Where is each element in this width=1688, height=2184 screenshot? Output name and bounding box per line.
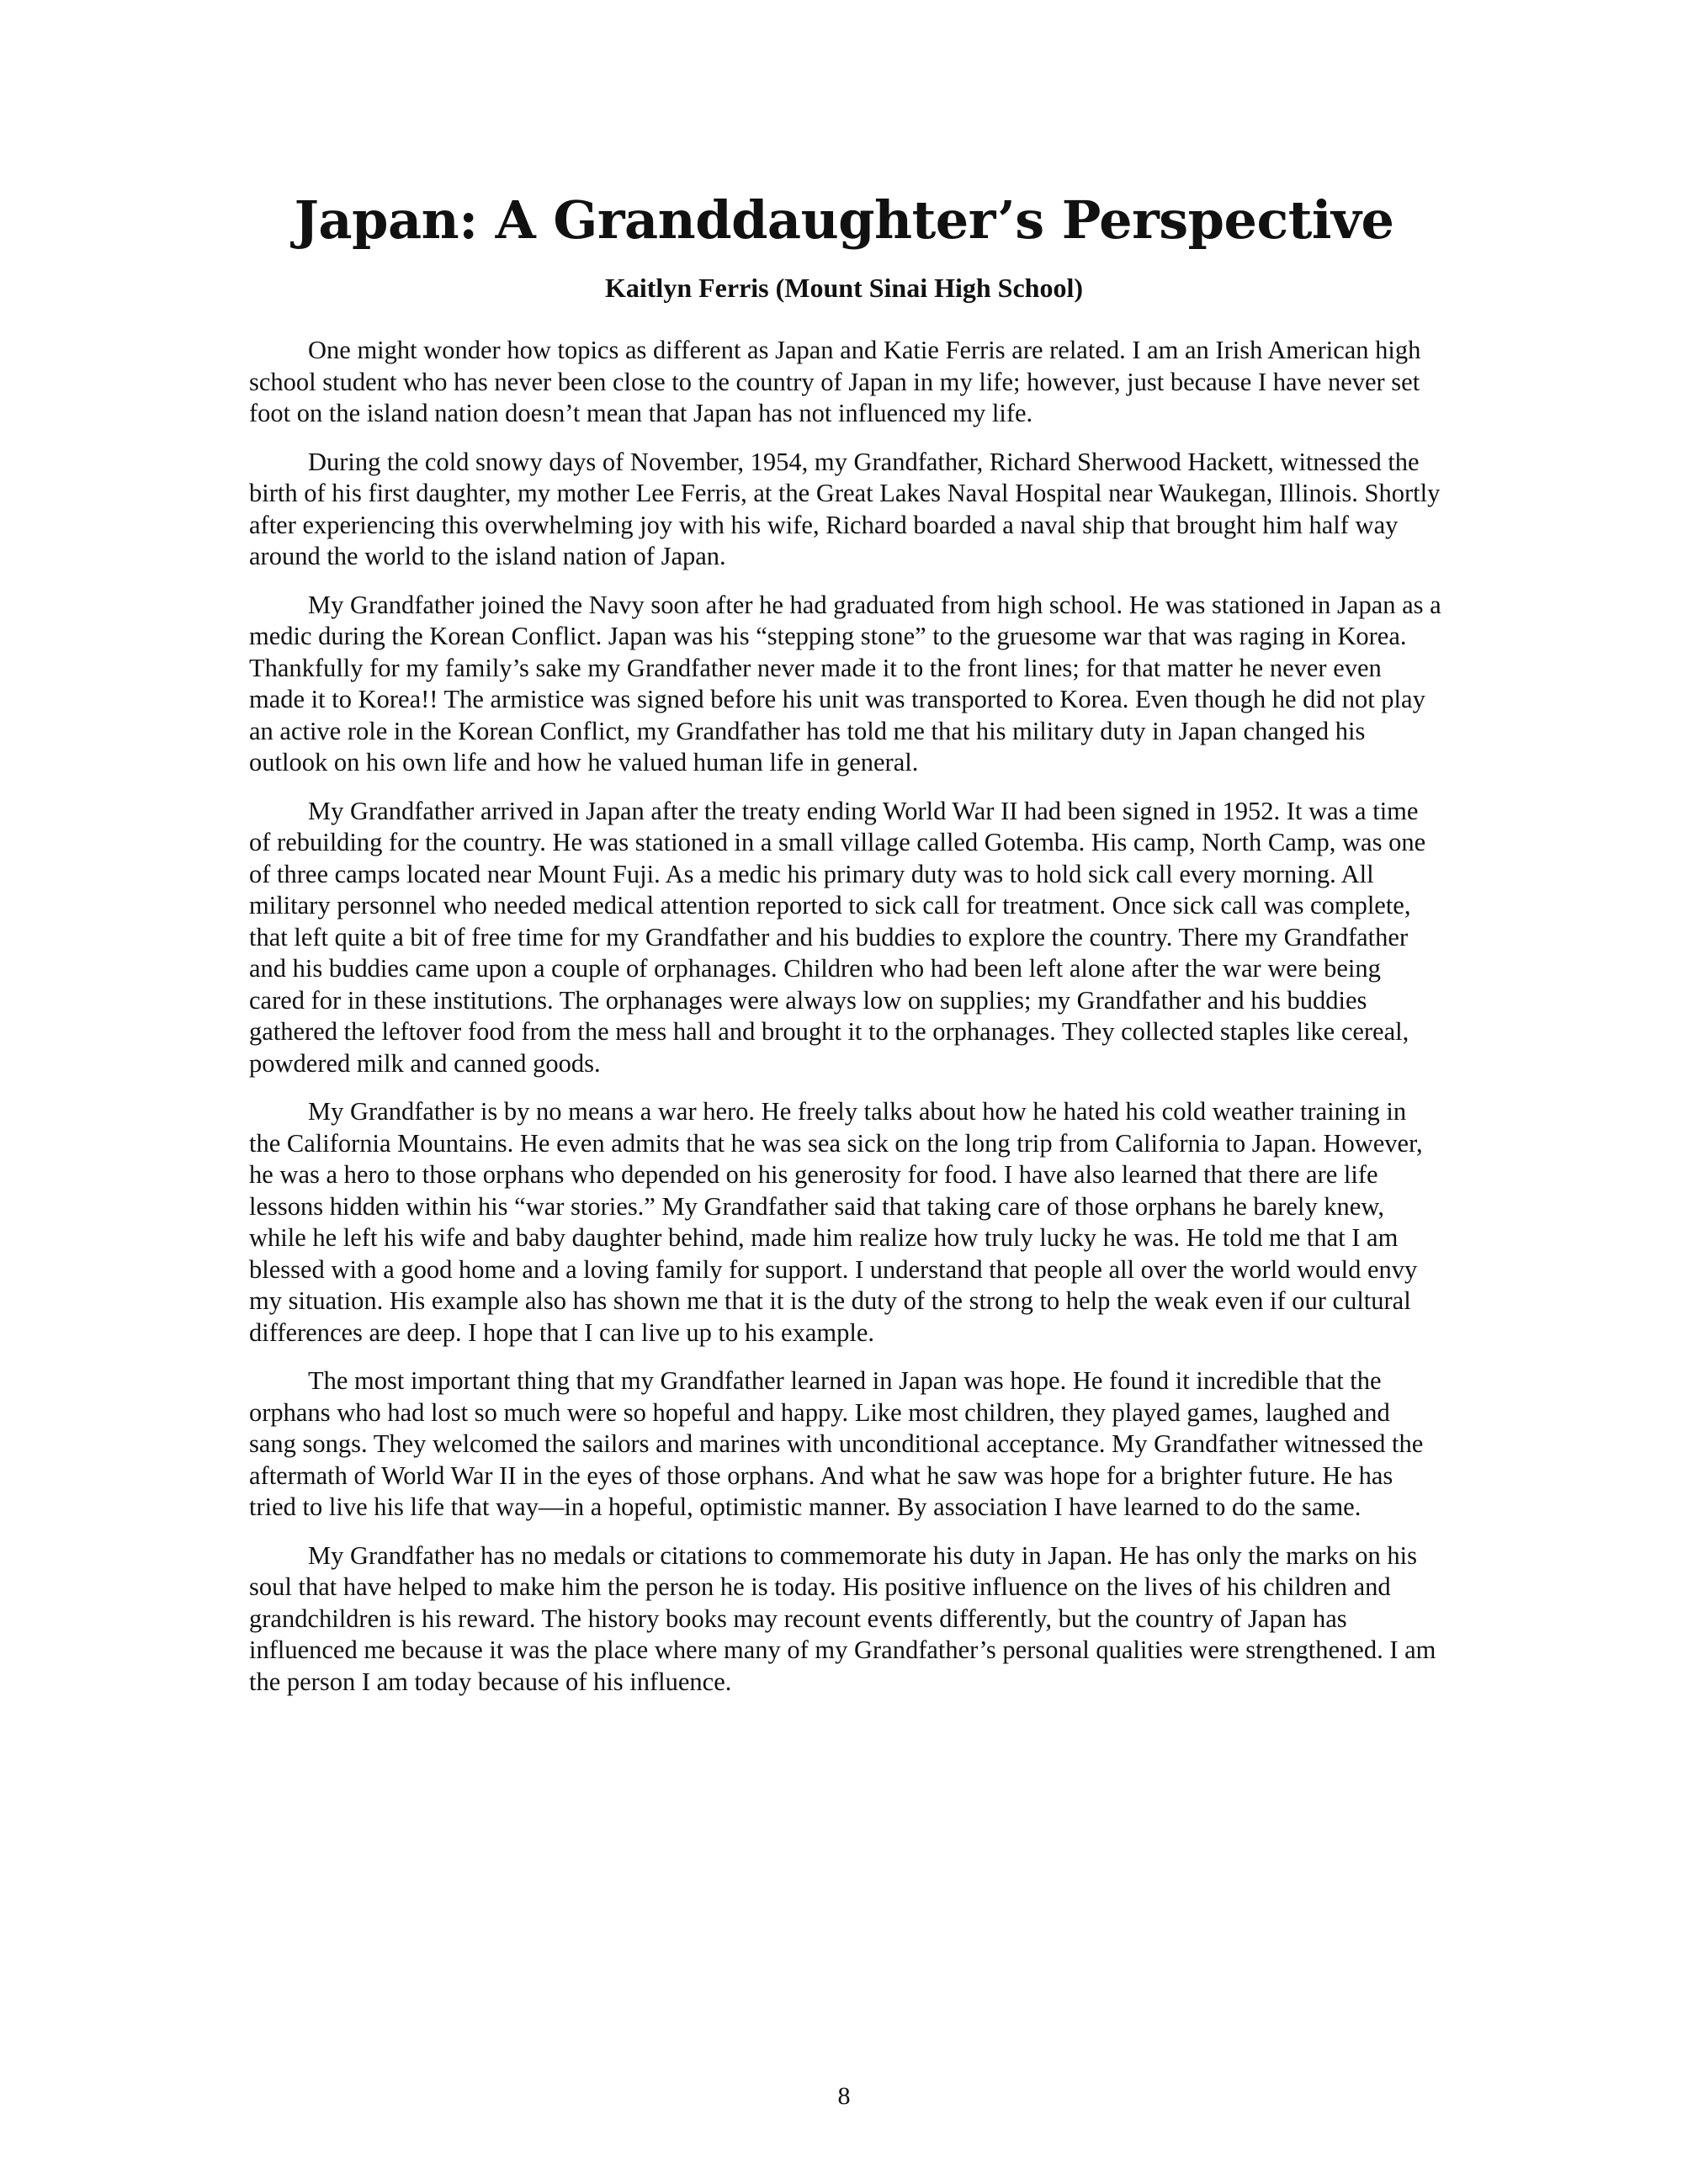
- paragraph: One might wonder how topics as different as Japan and Katie Ferris are related. I am an Irish American high school student who has never been close to the country of Japan in my life; however, just because I have never set foot on the island nation doesn’t mean that Japan has not influenced my life.: [249, 336, 1421, 427]
- page-title: Japan: A Granddaughter’s Perspective: [294, 189, 1394, 251]
- paragraph: The most important thing that my Grandfather learned in Japan was hope. He found it incredible that the orphans who had lost so much were so hopeful and happy. Like most children, they played games, laughed and sang songs. They welcomed the sailors and marines with unconditional acceptance. My Grandfather witnessed the aftermath of World War II in the eyes of those orphans. And what he saw was hope for a brighter future. He has tried to live his life that way—in a hopeful, optimistic manner. By association I have learned to do the same.: [249, 1366, 1424, 1521]
- paragraph: My Grandfather is by no means a war hero. He freely talks about how he hated his cold weather training in the California Mountains. He even admits that he was sea sick on the long trip from California to Japan. However, he was a hero to those orphans who depended on his generosity for food. I have also learned that there are life lessons hidden within his “war stories.” My Grandfather said that taking care of those orphans he barely knew, while he left his wife and baby daughter behind, made him realize how truly lucky he was. He told me that I am blessed with a good home and a loving family for support. I understand that people all over the world would envy my situation. His example also has shown me that it is the duty of the strong to help the weak even if our cultural differences are deep. I hope that I can live up to his example.: [249, 1097, 1423, 1347]
- paragraph: My Grandfather joined the Navy soon after he had graduated from high school. He was stationed in Japan as a medic during the Korean Conflict. Japan was his “stepping stone” to the gruesome war that was raging in Korea. Thankfully for my family’s sake my Grandfather never made it to the front lines; for that matter he never even made it to Korea!! The armistice was signed before his unit was transported to Korea. Even though he did not play an active role in the Korean Conflict, my Grandfather has told me that his military duty in Japan changed his outlook on his own life and how he valued human life in general.: [249, 590, 1441, 777]
- paragraph: During the cold snowy days of November, 1954, my Grandfather, Richard Sherwood Hackett, witnessed the birth of his first daughter, my mother Lee Ferris, at the Great Lakes Naval Hospital near Waukegan, Illinois. Shortly after experiencing this overwhelming joy with his wife, Richard boarded a naval ship that brought him half way around the world to the island nation of Japan.: [249, 447, 1441, 570]
- paragraph: My Grandfather arrived in Japan after the treaty ending World War II had been signed in 1952. It was a time of rebuilding for the country. He was stationed in a small village called Gotemba. His camp, North Camp, was one of three camps located near Mount Fuji. As a medic his primary duty was to hold sick call every morning. All military personnel who needed medical attention reported to sick call for treatment. Once sick call was complete, that left quite a bit of free time for my Grandfather and his buddies to explore the country. There my Grandfather and his buddies came upon a couple of orphanages. Children who had been left alone after the war were being cared for in these institutions. The orphanages were always low on supplies; my Grandfather and his buddies gathered the leftover food from the mess hall and brought it to the orphanages. They collected staples like cereal, powdered milk and canned goods.: [249, 796, 1426, 1078]
- paragraph: My Grandfather has no medals or citations to commemorate his duty in Japan. He has only the marks on his soul that have helped to make him the person he is today. His positive influence on the lives of his children and grandchildren is his reward. The history books may recount events differently, but the country of Japan has influenced me because it was the place where many of my Grandfather’s personal qualities were strengthened. I am the person I am today because of his influence.: [249, 1540, 1436, 1696]
- page-number: 8: [837, 2082, 851, 2110]
- article-body: [249, 335, 1442, 1715]
- author-byline: Kaitlyn Ferris (Mount Sinai High School): [604, 273, 1084, 303]
